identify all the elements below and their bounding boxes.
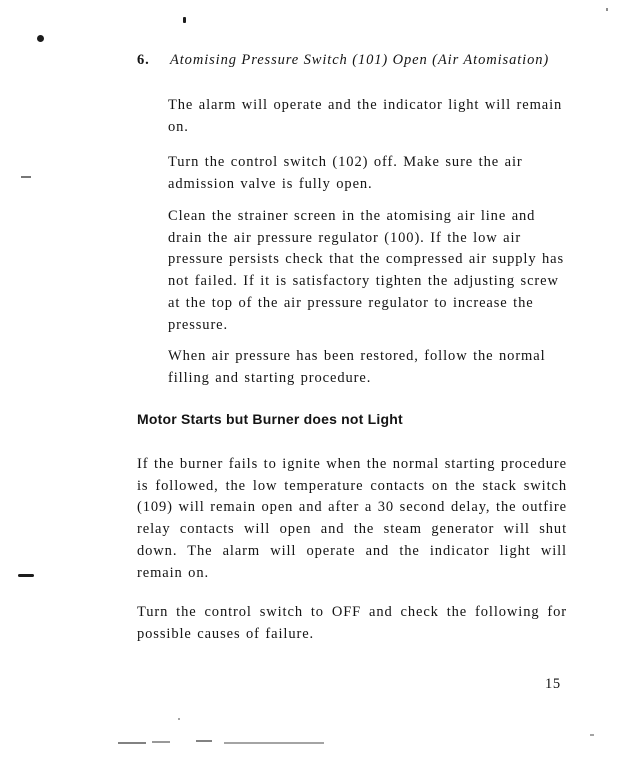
motor-section-heading: Motor Starts but Burner does not Light bbox=[137, 411, 403, 427]
binder-hole-dot bbox=[37, 35, 44, 42]
paragraph-turn-off: Turn the control switch to OFF and check the following for possible causes of failure. bbox=[137, 604, 567, 642]
paragraph-clean-strainer: Clean the strainer screen in the atomising air line and drain the air pressure regulator (100). If the low air pressure persists check that the compressed air supply has not failed. If it is satisfactory tighten the adjusting screw at the top of the air pressure regulator to increase the pressure. bbox=[168, 208, 565, 333]
section-title: Atomising Pressure Switch (101) Open (Air Atomisation) bbox=[170, 52, 550, 68]
page-number: 15 bbox=[545, 676, 561, 692]
paragraph-control-switch: Turn the control switch (102) off. Make sure the air admission valve is fully open. bbox=[168, 154, 523, 192]
paragraph-pressure-restored: When air pressure has been restored, follow the normal filling and starting procedure. bbox=[168, 348, 546, 386]
scan-speck bbox=[21, 176, 31, 178]
scan-speck bbox=[178, 718, 180, 720]
scan-speck bbox=[118, 742, 146, 744]
scan-speck bbox=[224, 742, 324, 744]
scan-speck bbox=[606, 8, 608, 11]
section-6-heading bbox=[0, 52, 618, 74]
paragraph-burner-fails: If the burner fails to ignite when the normal starting procedure is followed, the low temperature contacts on the stack switch (109) will remain open and after a 30 second delay, the outfire relay contacts will open and the steam generator will shut down. The alarm will operate and the indicator light will remain on. bbox=[137, 456, 567, 581]
scan-speck bbox=[152, 741, 170, 743]
scan-speck bbox=[18, 574, 34, 577]
scan-speck bbox=[196, 740, 212, 742]
scan-speck bbox=[183, 17, 186, 23]
scan-speck bbox=[590, 734, 594, 736]
section-number: 6. bbox=[137, 52, 150, 68]
paragraph-alarm: The alarm will operate and the indicator light will remain on. bbox=[168, 97, 563, 135]
